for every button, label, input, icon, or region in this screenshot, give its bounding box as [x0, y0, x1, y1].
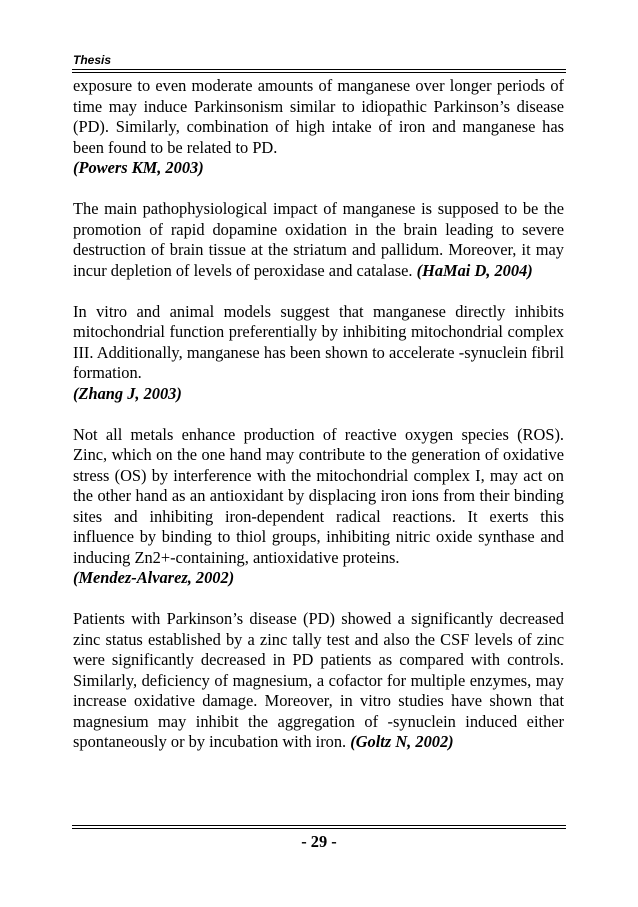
- citation: (Powers KM, 2003): [73, 158, 204, 177]
- footer-rule: [72, 825, 566, 826]
- header-rule: [72, 69, 566, 70]
- citation: (Goltz N, 2002): [350, 732, 454, 751]
- paragraph: [73, 609, 564, 753]
- paragraph-text: Not all metals enhance production of reactive oxygen species (ROS). Zinc, which on the one hand may contribute to the generation of oxidative stress (OS) by interference with the mitochondrial complex I, may act on the other hand as an antioxidant by displacing iron ions from their binding sites and inhibiting iron-dependent radical reactions. It exerts this influence by binding to thiol groups, inhibiting nitric oxide synthase and inducing Zn2+-containing, antioxidative proteins.: [73, 424, 564, 567]
- paragraph-text: The main pathophysiological impact of manganese is supposed to be the promotion of rapid dopamine oxidation in the brain leading to severe destruction of brain tissue at the striatum and pallidum. Moreover, it may incur depletion of levels of peroxidase and catalase.: [73, 199, 564, 280]
- page-number: - 29 -: [301, 832, 337, 851]
- header-rule-double: [72, 72, 566, 73]
- paragraph: [73, 425, 564, 569]
- paragraph: [73, 302, 564, 384]
- citation: (HaMai D, 2004): [416, 260, 533, 280]
- running-header: Thesis: [73, 53, 112, 67]
- paragraph: [73, 76, 564, 158]
- paragraph-text: Patients with Parkinson’s disease (PD) showed a significantly decreased zinc status established by a zinc tally test and also the CSF levels of zinc were significantly decreased in PD patients as compared with controls. Similarly, deficiency of magnesium, a cofactor for multiple enzymes, may increase oxidative damage. Moreover, in vitro studies have shown that magnesium may inhibit the aggregation of -synuclein induced either spontaneously or by incubation with iron.: [73, 609, 564, 751]
- paragraph-text: In vitro and animal models suggest that manganese directly inhibits mitochondrial function preferentially by inhibiting mitochondrial complex III. Additionally, manganese has been shown to accelerate -synuclein fibril formation.: [73, 301, 564, 382]
- paragraph: [73, 199, 564, 281]
- footer-rule-double: [72, 828, 566, 829]
- body-text: [73, 76, 564, 773]
- citation: (Zhang J, 2003): [73, 383, 182, 403]
- citation: (Mendez-Alvarez, 2002): [73, 568, 235, 587]
- paragraph-text: exposure to even moderate amounts of manganese over longer periods of time may induce Parkinsonism similar to idiopathic Parkinson’s disease (PD). Similarly, combination of high intake of iron and manganese has been found to be related to PD.: [73, 76, 564, 157]
